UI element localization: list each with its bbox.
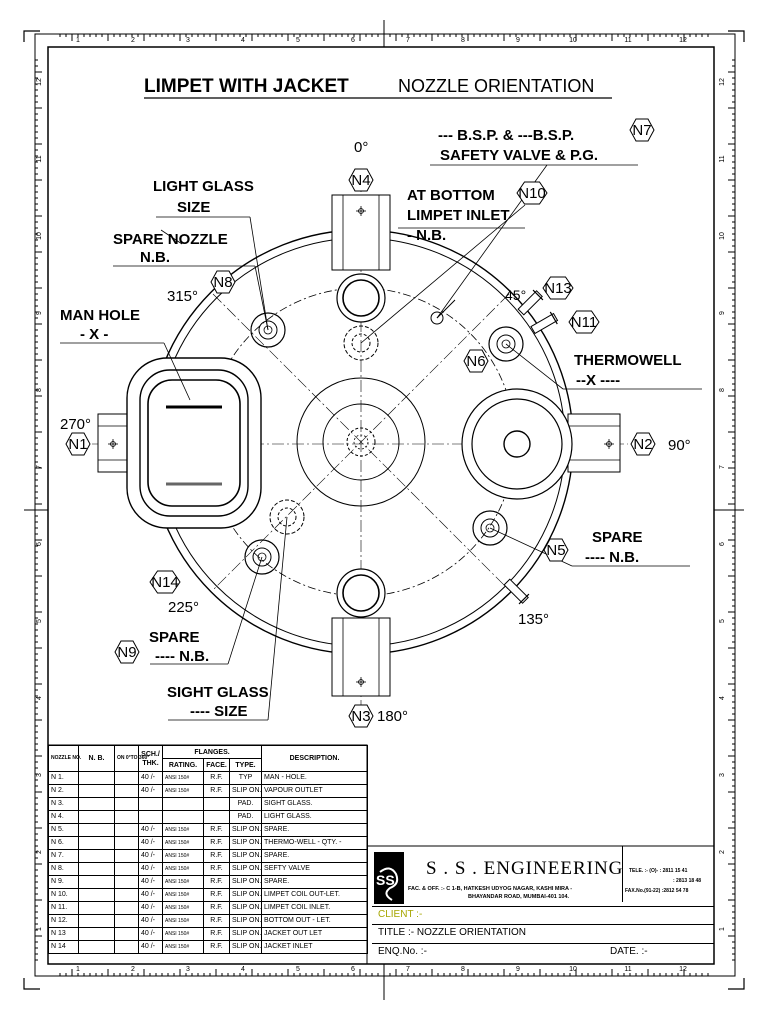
callout-spare-right-nb: ---- N.B.	[585, 549, 640, 566]
cell-type: SLIP ON.	[230, 928, 262, 941]
client-row	[372, 906, 714, 923]
cell-no: N 12.	[49, 915, 79, 928]
cell-face: R.F.	[204, 915, 230, 928]
cell-on	[115, 902, 139, 915]
border-number-left: 7	[36, 465, 43, 469]
cell-on	[115, 863, 139, 876]
table-row	[49, 850, 368, 863]
cell-desc: SPARE.	[262, 876, 368, 889]
cell-thk: 40 /-	[139, 772, 163, 785]
cell-no: N 11.	[49, 902, 79, 915]
manhole-outer	[127, 358, 261, 528]
border-number-right: 8	[719, 388, 726, 392]
cell-on	[115, 785, 139, 798]
cell-face: R.F.	[204, 876, 230, 889]
cell-desc: BOTTOM OUT - LET.	[262, 915, 368, 928]
tag-n13	[543, 277, 573, 299]
callout-man-hole: MAN HOLE	[60, 307, 140, 324]
cell-nb	[79, 915, 115, 928]
company-title-block	[372, 846, 714, 964]
tag-n1	[66, 433, 90, 455]
cell-thk: 40 /-	[139, 850, 163, 863]
cell-no: N 5.	[49, 824, 79, 837]
cell-thk: 40 /-	[139, 889, 163, 902]
cell-desc: SIGHT GLASS.	[262, 798, 368, 811]
callout-spare-right: SPARE	[592, 529, 643, 546]
callout-sight-glass: SIGHT GLASS	[167, 684, 269, 701]
cell-type: SLIP ON.	[230, 850, 262, 863]
cell-on	[115, 941, 139, 954]
tag-n10	[517, 182, 547, 204]
tag-n7	[630, 119, 654, 141]
cell-face: R.F.	[204, 928, 230, 941]
cell-type: SLIP ON.	[230, 824, 262, 837]
cell-type: SLIP ON.	[230, 915, 262, 928]
cell-thk: 40 /-	[139, 928, 163, 941]
border-number-left: 11	[36, 155, 43, 163]
border-number-left: 4	[36, 696, 43, 700]
border-number-top: 10	[569, 37, 577, 44]
cell-type: SLIP ON.	[230, 941, 262, 954]
border-number-left: 1	[36, 927, 43, 931]
border-number-right: 2	[719, 850, 726, 854]
enq-label: ENQ.No. :-	[378, 946, 427, 957]
border-number-top: 7	[406, 37, 410, 44]
border-number-right: 11	[719, 155, 726, 163]
callout-spare-left-nb: ---- N.B.	[155, 648, 210, 665]
cell-face: R.F.	[204, 902, 230, 915]
cell-no: N 1.	[49, 772, 79, 785]
border-number-bottom: 10	[569, 966, 577, 973]
cell-desc: LIGHT GLASS.	[262, 811, 368, 824]
tag-n5	[544, 539, 568, 561]
callout-at-bottom: AT BOTTOM	[407, 187, 495, 204]
cell-thk	[139, 798, 163, 811]
cell-nb	[79, 785, 115, 798]
cell-type: PAD.	[230, 798, 262, 811]
cell-rating: ANSI 150#	[163, 863, 204, 876]
table-row	[49, 811, 368, 824]
cell-no: N 14	[49, 941, 79, 954]
border-number-left: 6	[36, 542, 43, 546]
cell-desc: LIMPET COIL OUT-LET.	[262, 889, 368, 902]
angle-135: 135°	[518, 611, 550, 628]
border-number-top: 8	[461, 37, 465, 44]
cell-no: N 2.	[49, 785, 79, 798]
cell-thk: 40 /-	[139, 863, 163, 876]
border-number-right: 1	[719, 927, 726, 931]
cell-rating: ANSI 150#	[163, 850, 204, 863]
table-row	[49, 876, 368, 889]
cell-nb	[79, 876, 115, 889]
table-row	[49, 837, 368, 850]
cell-thk: 40 /-	[139, 902, 163, 915]
cell-rating: ANSI 150#	[163, 902, 204, 915]
tag-label: N11	[570, 314, 598, 331]
cell-nb	[79, 798, 115, 811]
cell-desc: MAN - HOLE.	[262, 772, 368, 785]
cell-face	[204, 798, 230, 811]
drawing-title-normal: NOZZLE ORIENTATION	[398, 76, 595, 96]
border-number-bottom: 5	[296, 966, 300, 973]
tag-n4	[349, 169, 373, 191]
cell-type: SLIP ON.	[230, 902, 262, 915]
tag-n8	[211, 271, 235, 293]
company-contact-box	[622, 846, 715, 902]
cell-type: SLIP ON.	[230, 837, 262, 850]
cell-nb	[79, 941, 115, 954]
border-number-bottom: 1	[76, 966, 80, 973]
cell-desc: SEFTY VALVE	[262, 863, 368, 876]
table-header-row	[49, 746, 368, 759]
callout-thermowell: THERMOWELL	[574, 352, 682, 369]
company-name: S . S . ENGINEERING	[426, 858, 624, 879]
tag-n14	[150, 571, 180, 593]
drawing-title-bold: LIMPET WITH JACKET	[144, 76, 349, 97]
tag-label: N8	[213, 274, 233, 291]
angle-0: 0°	[354, 139, 369, 156]
title-label: TITLE :- NOZZLE ORIENTATION	[378, 927, 526, 938]
cell-rating	[163, 798, 204, 811]
nozzle-n4-flange	[337, 274, 385, 322]
svg-text:SS: SS	[376, 872, 395, 888]
nozzle-n2-flange	[462, 389, 572, 499]
border-number-left: 10	[36, 232, 43, 240]
col-on: ON 0°TO 360°	[115, 746, 139, 772]
cell-no: N 6.	[49, 837, 79, 850]
cell-type: SLIP ON.	[230, 863, 262, 876]
cell-desc: JACKET OUT LET	[262, 928, 368, 941]
table-row	[49, 772, 368, 785]
border-number-right: 4	[719, 696, 726, 700]
border-number-bottom: 4	[241, 966, 245, 973]
cell-nb	[79, 811, 115, 824]
angle-180: 180°	[377, 708, 409, 725]
tag-label: N13	[544, 280, 572, 297]
company-address-2: BHAYANDAR ROAD, MUMBAI-401 104.	[468, 894, 570, 900]
title-row	[372, 924, 714, 943]
cell-type: PAD.	[230, 811, 262, 824]
border-number-bottom: 9	[516, 966, 520, 973]
cell-on	[115, 772, 139, 785]
cell-thk: 40 /-	[139, 876, 163, 889]
border-number-right: 7	[719, 465, 726, 469]
angle-270: 270°	[60, 416, 92, 433]
border-number-top: 5	[296, 37, 300, 44]
cell-no: N 4.	[49, 811, 79, 824]
cell-on	[115, 889, 139, 902]
client-label: CLIENT :-	[378, 909, 423, 920]
border-number-top: 6	[351, 37, 355, 44]
callout-limpet-nb: - N.B.	[407, 227, 447, 244]
border-number-right: 5	[719, 619, 726, 623]
border-number-bottom: 6	[351, 966, 355, 973]
col-nozzle-no: NOZZLE NO.	[49, 746, 79, 772]
tag-n11	[569, 311, 599, 333]
cell-nb	[79, 863, 115, 876]
cell-desc: SPARE.	[262, 824, 368, 837]
border-number-top: 1	[76, 37, 80, 44]
tag-label: N6	[466, 353, 486, 370]
cell-rating: ANSI 150#	[163, 876, 204, 889]
cell-no: N 10.	[49, 889, 79, 902]
cell-on	[115, 915, 139, 928]
cell-face: R.F.	[204, 863, 230, 876]
border-number-bottom: 12	[679, 966, 687, 973]
callout-thermowell-x: --X ----	[576, 372, 621, 389]
table-row	[49, 863, 368, 876]
cell-no: N 9.	[49, 876, 79, 889]
cell-rating: ANSI 150#	[163, 837, 204, 850]
border-number-top: 12	[679, 37, 687, 44]
angle-90: 90°	[668, 437, 691, 454]
cell-rating: ANSI 150#	[163, 889, 204, 902]
table-row	[49, 902, 368, 915]
border-number-right: 6	[719, 542, 726, 546]
border-number-top: 2	[131, 37, 135, 44]
company-tel-1: TELE. :- (O)- : 2811 15 41	[629, 868, 688, 874]
cell-desc: LIMPET COIL INLET.	[262, 902, 368, 915]
company-tel-2: : 2813 18 48	[673, 878, 702, 884]
cell-rating: ANSI 150#	[163, 824, 204, 837]
cell-nb	[79, 850, 115, 863]
callout-spare-left: SPARE	[149, 629, 200, 646]
cell-face: R.F.	[204, 889, 230, 902]
cell-face: R.F.	[204, 837, 230, 850]
tag-label: N2	[633, 436, 653, 453]
border-number-bottom: 8	[461, 966, 465, 973]
cell-rating: ANSI 150#	[163, 928, 204, 941]
table-row	[49, 785, 368, 798]
table-row	[49, 798, 368, 811]
company-address-1: FAC. & OFF. :- C 1-B, HATKESH UDYOG NAGAR, KASHI MIRA -	[408, 886, 573, 892]
border-number-bottom: 3	[186, 966, 190, 973]
callout-n7-line1: --- B.S.P. & ---B.S.P.	[438, 127, 575, 144]
border-number-top: 11	[624, 37, 632, 44]
cell-no: N 7.	[49, 850, 79, 863]
table-row	[49, 941, 368, 954]
col-sch: SCH./ THK.	[139, 746, 163, 772]
border-number-right: 3	[719, 773, 726, 777]
tag-label: N5	[546, 542, 566, 559]
col-face: FACE.	[204, 759, 230, 772]
callout-light-glass-1: LIGHT GLASS	[153, 178, 254, 195]
cell-on	[115, 798, 139, 811]
cell-no: N 3.	[49, 798, 79, 811]
cell-nb	[79, 772, 115, 785]
enq-row	[372, 943, 714, 963]
tag-n9	[115, 641, 139, 663]
callout-sight-glass-size: ---- SIZE	[190, 703, 248, 720]
cell-face: R.F.	[204, 772, 230, 785]
tag-label: N9	[117, 644, 137, 661]
cell-on	[115, 928, 139, 941]
cell-thk: 40 /-	[139, 785, 163, 798]
cell-desc: VAPOUR OUTLET	[262, 785, 368, 798]
table-row	[49, 824, 368, 837]
border-number-left: 9	[36, 311, 43, 315]
col-desc: DESCRIPTION.	[262, 746, 368, 772]
cell-nb	[79, 928, 115, 941]
table-row	[49, 915, 368, 928]
nozzle-n2-body	[568, 414, 620, 472]
cell-rating	[163, 811, 204, 824]
tag-label: N14	[151, 574, 179, 591]
cell-face: R.F.	[204, 850, 230, 863]
border-number-top: 9	[516, 37, 520, 44]
cell-thk: 40 /-	[139, 837, 163, 850]
col-flanges: FLANGES.	[163, 746, 262, 759]
cell-on	[115, 850, 139, 863]
cell-rating: ANSI 150#	[163, 915, 204, 928]
cell-face: R.F.	[204, 785, 230, 798]
border-number-left: 8	[36, 388, 43, 392]
angle-315: 315°	[167, 288, 199, 305]
cell-type: SLIP ON.	[230, 876, 262, 889]
cell-desc: SPARE.	[262, 850, 368, 863]
cell-thk: 40 /-	[139, 824, 163, 837]
border-number-bottom: 7	[406, 966, 410, 973]
tag-n6	[464, 350, 488, 372]
border-number-right: 12	[719, 78, 726, 86]
border-number-left: 12	[36, 78, 43, 86]
nozzle-schedule-table	[48, 745, 368, 954]
cell-rating: ANSI 150#	[163, 772, 204, 785]
callout-n7-line2: SAFETY VALVE & P.G.	[440, 147, 599, 164]
callout-spare-nozzle-nb: N.B.	[140, 249, 170, 266]
cell-thk: 40 /-	[139, 915, 163, 928]
date-label: DATE. :-	[610, 946, 648, 957]
tag-n3	[349, 705, 373, 727]
cell-type: SLIP ON.	[230, 785, 262, 798]
border-number-left: 3	[36, 773, 43, 777]
tag-n2	[631, 433, 655, 455]
cell-thk	[139, 811, 163, 824]
cell-thk: 40 /-	[139, 941, 163, 954]
border-number-right: 10	[719, 232, 726, 240]
angle-45: 45°	[505, 287, 527, 303]
cell-on	[115, 837, 139, 850]
tag-label: N7	[632, 122, 652, 139]
col-nb: N. B.	[79, 746, 115, 772]
cell-no: N 13	[49, 928, 79, 941]
cell-nb	[79, 837, 115, 850]
company-fax: FAX.No.(91-22) :2812 54 78	[625, 888, 689, 894]
tag-label: N4	[351, 172, 371, 189]
cell-rating: ANSI 150#	[163, 785, 204, 798]
tag-label: N3	[351, 708, 371, 725]
border-number-left: 2	[36, 850, 43, 854]
callout-spare-nozzle: SPARE NOZZLE	[113, 231, 228, 248]
callout-limpet-inlet: LIMPET INLET	[407, 207, 510, 224]
cell-face: R.F.	[204, 941, 230, 954]
nozzle-n3-flange	[337, 569, 385, 617]
border-number-left: 5	[36, 619, 43, 623]
callout-light-glass-2: SIZE	[177, 199, 211, 216]
nozzle-n11	[530, 311, 560, 336]
cell-nb	[79, 824, 115, 837]
cell-desc: THERMO-WELL - QTY. -	[262, 837, 368, 850]
cell-no: N 8.	[49, 863, 79, 876]
nozzle-135	[502, 577, 530, 605]
cell-type: SLIP ON.	[230, 889, 262, 902]
border-number-top: 4	[241, 37, 245, 44]
cell-on	[115, 876, 139, 889]
cell-face	[204, 811, 230, 824]
cell-desc: JACKET INLET	[262, 941, 368, 954]
table-row	[49, 928, 368, 941]
col-type: TYPE.	[230, 759, 262, 772]
col-rating: RATING.	[163, 759, 204, 772]
tag-label: N10	[518, 185, 546, 202]
angle-225: 225°	[168, 599, 200, 616]
callout-man-hole-x: - X -	[80, 326, 109, 343]
tag-label: N1	[68, 436, 88, 453]
border-number-bottom: 11	[624, 966, 632, 973]
table-row	[49, 889, 368, 902]
cell-nb	[79, 889, 115, 902]
cell-on	[115, 824, 139, 837]
border-number-top: 3	[186, 37, 190, 44]
border-number-bottom: 2	[131, 966, 135, 973]
cell-type: TYP	[230, 772, 262, 785]
cell-rating: ANSI 150#	[163, 941, 204, 954]
cell-face: R.F.	[204, 824, 230, 837]
cell-nb	[79, 902, 115, 915]
border-number-right: 9	[719, 311, 726, 315]
cell-on	[115, 811, 139, 824]
